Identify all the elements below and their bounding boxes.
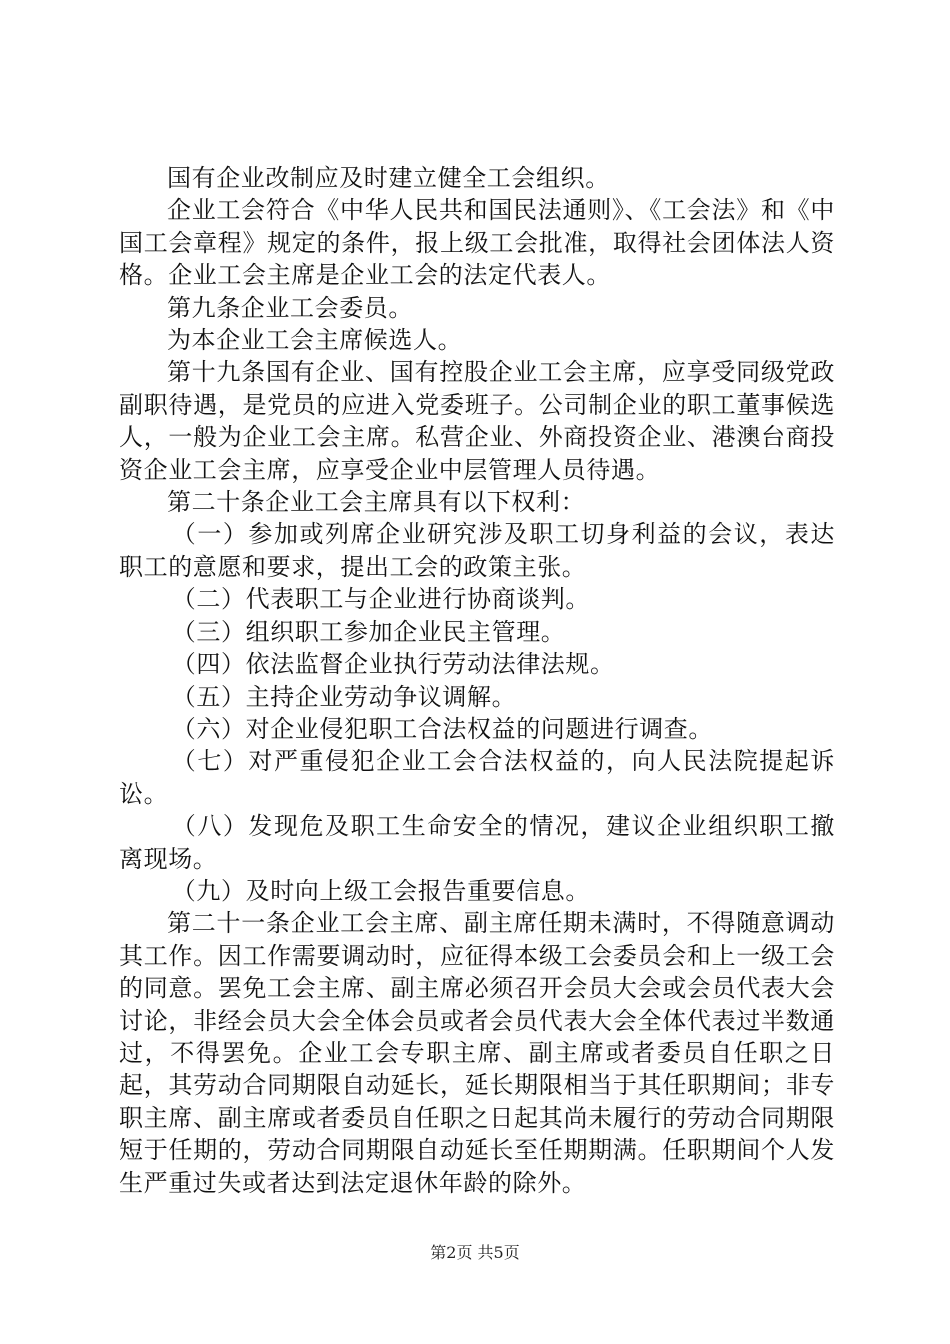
list-item: （四）依法监督企业执行劳动法律法规。: [171, 650, 615, 679]
paragraph: 为本企业工会主席候选人。: [167, 326, 463, 355]
list-item: （七）对严重侵犯企业工会合法权益的，向人民法院提起诉讼。: [119, 747, 835, 808]
list-item: （二）代表职工与企业进行协商谈判。: [171, 585, 590, 614]
list-item: （五）主持企业劳动争议调解。: [171, 682, 517, 711]
paragraph: 第二十条企业工会主席具有以下权利：: [167, 488, 586, 517]
list-item: （九）及时向上级工会报告重要信息。: [171, 876, 590, 905]
page-number-footer: 第2页 共5页: [430, 1243, 520, 1262]
paragraph: 第十九条国有企业、国有控股企业工会主席，应享受同级党政副职待遇，是党员的应进入党委班子。公司制企业的职工董事候选人，一般为企业工会主席。私营企业、外商投资企业、港澳台商投资企业工会主席，应享受企业中层管理人员待遇。: [119, 358, 835, 484]
paragraph: 国有企业改制应及时建立健全工会组织。: [167, 164, 610, 192]
paragraph: 企业工会符合《中华人民共和国民法通则》、《工会法》和《中国工会章程》规定的条件，报上级工会批准，取得社会团体法人资格。企业工会主席是企业工会的法定代表人。: [119, 196, 835, 290]
document-body: [119, 162, 835, 1199]
paragraph: 第二十一条企业工会主席、副主席任期未满时，不得随意调动其工作。因工作需要调动时，应征得本级工会委员会和上一级工会的同意。罢免工会主席、副主席必须召开会员大会或会员代表大会讨论，非经会员大会全体会员或者会员代表大会全体代表过半数通过，不得罢免。企业工会专职主席、副主席或者委员自任职之日起，其劳动合同期限自动延长，延长期限相当于其任职期间；非专职主席、副主席或者委员自任职之日起其尚未履行的劳动合同期限短于任期的，劳动合同期限自动延长至任期期满。任职期间个人发生严重过失或者达到法定退休年龄的除外。: [119, 909, 835, 1197]
list-item: （八）发现危及职工生命安全的情况，建议企业组织职工撤离现场。: [119, 812, 835, 873]
list-item: （三）组织职工参加企业民主管理。: [171, 617, 566, 646]
paragraph: 第九条企业工会委员。: [167, 293, 413, 322]
list-item: （一）参加或列席企业研究涉及职工切身利益的会议，表达职工的意愿和要求，提出工会的政策主张。: [119, 520, 835, 581]
list-item: （六）对企业侵犯职工合法权益的问题进行调查。: [171, 714, 713, 743]
